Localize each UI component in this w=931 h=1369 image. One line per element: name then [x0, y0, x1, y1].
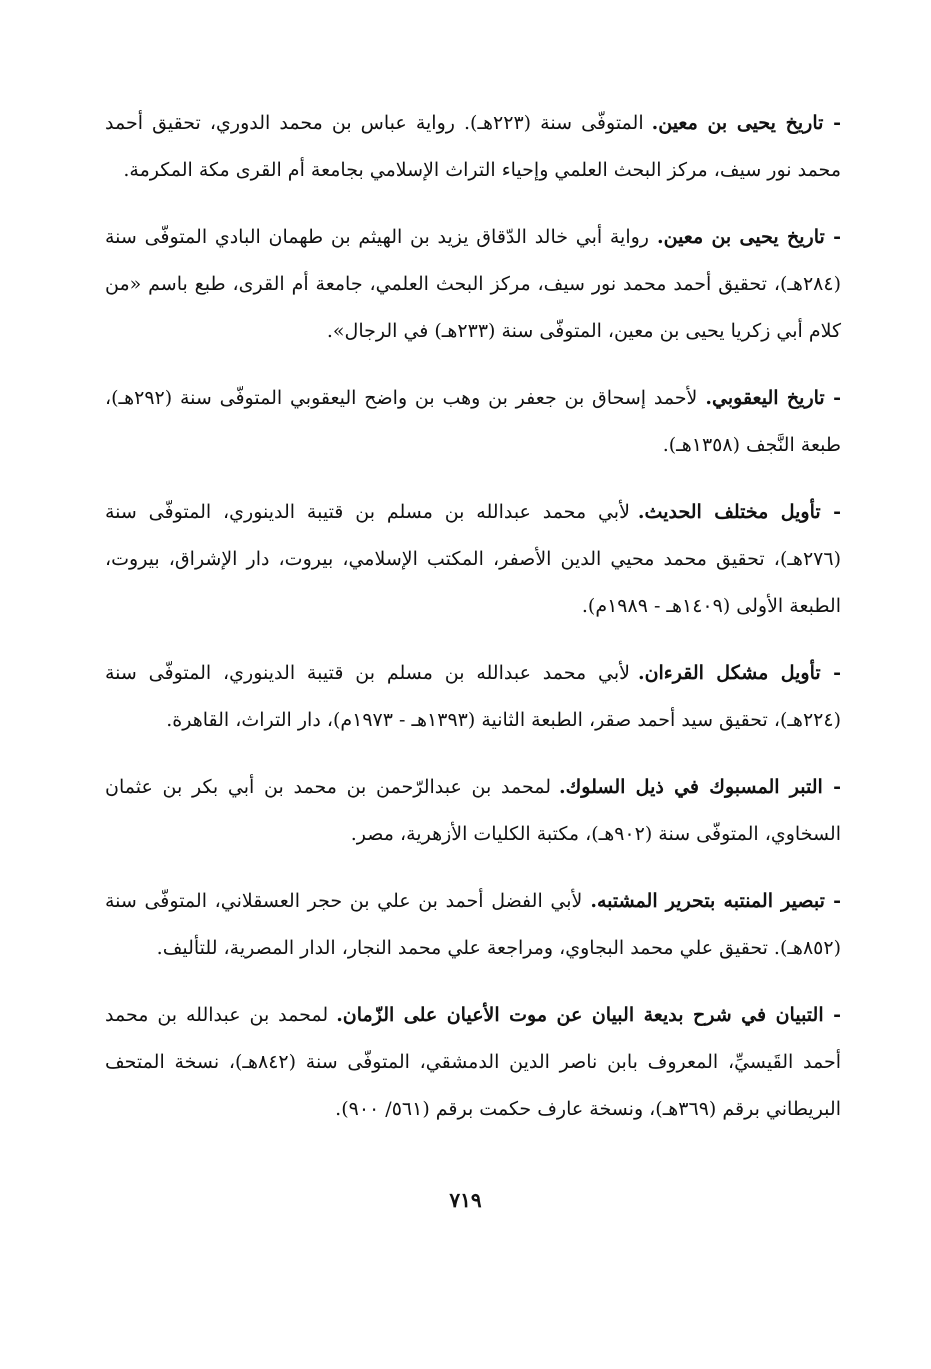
entry-title: التبر المسبوك في ذيل السلوك.: [559, 776, 823, 798]
entry-title: تاريخ يحيى بن معين.: [651, 112, 824, 134]
entry-body: لأحمد إسحاق بن جعفر بن وهب بن واضح اليعقوبي المتوفّى سنة (٢٩٢هـ)، طبعة النَّجف (١٣٥٨هـ).: [105, 387, 841, 456]
bibliography-list: [105, 100, 841, 1133]
entry-title: تاريخ يحيى بن معين.: [656, 226, 825, 248]
bibliography-entry: - تاريخ يحيى بن معين.رواية أبي خالد الدّقاق يزيد بن الهيثم بن طهمان البادي المتوفّى سنة (٢٨٤هـ)، تحقيق أحمد محمد نور سيف، مركز البحث العلمي، جامعة أم القرى، طبع باسم «من كلام أبي زكريا يحيى بن معين، المتوفّى سنة (٢٣٣هـ) في الرجال».: [105, 226, 841, 342]
bibliography-entry: - تبصير المنتبه بتحرير المشتبه.لأبي الفضل أحمد بن علي بن حجر العسقلاني، المتوفّى سنة (٨٥٢هـ). تحقيق علي محمد البجاوي، ومراجعة علي محمد النجار، الدار المصرية، للتأليف.: [105, 890, 841, 959]
entry-body: المتوفّى سنة (٢٢٣هـ). رواية عباس بن محمد الدوري، تحقيق أحمد محمد نور سيف، مركز البحث العلمي وإحياء التراث الإسلامي بجامعة أم القرى مكة المكرمة.: [105, 112, 841, 181]
bibliography-entry: - تاريخ يحيى بن معين.المتوفّى سنة (٢٢٣هـ). رواية عباس بن محمد الدوري، تحقيق أحمد محمد نور سيف، مركز البحث العلمي وإحياء التراث الإسلامي بجامعة أم القرى مكة المكرمة.: [105, 112, 841, 181]
entry-title: تأويل مختلف الحديث.: [637, 501, 821, 523]
bibliography-entry: - التبيان في شرح بديعة البيان عن موت الأعيان على الزّمان.لمحمد بن عبدالله بن محمد أحمد القَيسيِّ، المعروف بابن ناصر الدين الدمشقي، المتوفّى سنة (٨٤٢هـ)، نسخة المتحف البريطاني برقم (٣٦٩هـ)، ونسخة عارف حكمت برقم (٥٦١/ ٩٠٠).: [105, 1004, 841, 1120]
entry-title: تأويل مشكل القرءان.: [637, 662, 821, 684]
entry-title: التبيان في شرح بديعة البيان عن موت الأعيان على الزّمان.: [336, 1004, 824, 1026]
bibliography-entry: - التبر المسبوك في ذيل السلوك.لمحمد بن عبدالرّحمن بن محمد بن أبي بكر بن عثمان السخاوي، المتوفّى سنة (٩٠٢هـ)، مكتبة الكليات الأزهرية، مصر.: [105, 776, 841, 845]
entry-body: لمحمد بن عبدالرّحمن بن محمد بن أبي بكر بن عثمان السخاوي، المتوفّى سنة (٩٠٢هـ)، مكتبة الكليات الأزهرية، مصر.: [105, 776, 841, 845]
entry-body: رواية أبي خالد الدّقاق يزيد بن الهيثم بن طهمان البادي المتوفّى سنة (٢٨٤هـ)، تحقيق أحمد محمد نور سيف، مركز البحث العلمي، جامعة أم القرى، طبع باسم «من كلام أبي زكريا يحيى بن معين، المتوفّى سنة (٢٣٣هـ) في الرجال».: [105, 226, 841, 342]
entry-title: تبصير المنتبه بتحرير المشتبه.: [590, 890, 825, 912]
bibliography-entry: - تاريخ اليعقوبي.لأحمد إسحاق بن جعفر بن وهب بن واضح اليعقوبي المتوفّى سنة (٢٩٢هـ)، طبعة النَّجف (١٣٥٨هـ).: [105, 387, 841, 456]
entry-title: تاريخ اليعقوبي.: [705, 387, 825, 409]
entry-body: لمحمد بن عبدالله بن محمد أحمد القَيسيِّ، المعروف بابن ناصر الدين الدمشقي، المتوفّى سنة (٨٤٢هـ)، نسخة المتحف البريطاني برقم (٣٦٩هـ)، ونسخة عارف حكمت برقم (٥٦١/ ٩٠٠).: [105, 1004, 841, 1120]
page-number: ٧١٩: [449, 1188, 482, 1212]
entry-body: لأبي محمد عبدالله بن مسلم بن قتيبة الدينوري، المتوفّى سنة (٢٢٤هـ)، تحقيق سيد أحمد صقر، الطبعة الثانية (١٣٩٣هـ - ١٩٧٣م)، دار التراث، القاهرة.: [105, 662, 841, 731]
entry-body: لأبي الفضل أحمد بن علي بن حجر العسقلاني، المتوفّى سنة (٨٥٢هـ). تحقيق علي محمد البجاوي، ومراجعة علي محمد النجار، الدار المصرية، للتأليف.: [105, 890, 841, 959]
bibliography-entry: - تأويل مختلف الحديث.لأبي محمد عبدالله بن مسلم بن قتيبة الدينوري، المتوفّى سنة (٢٧٦هـ)، تحقيق محمد محيي الدين الأصفر، المكتب الإسلامي، بيروت، دار الإشراق، بيروت، الطبعة الأولى (١٤٠٩هـ - ١٩٨٩م).: [105, 501, 841, 617]
bibliography-entry: - تأويل مشكل القرءان.لأبي محمد عبدالله بن مسلم بن قتيبة الدينوري، المتوفّى سنة (٢٢٤هـ)، تحقيق سيد أحمد صقر، الطبعة الثانية (١٣٩٣هـ - ١٩٧٣م)، دار التراث، القاهرة.: [105, 662, 841, 731]
entry-body: لأبي محمد عبدالله بن مسلم بن قتيبة الدينوري، المتوفّى سنة (٢٧٦هـ)، تحقيق محمد محيي الدين الأصفر، المكتب الإسلامي، بيروت، دار الإشراق، بيروت، الطبعة الأولى (١٤٠٩هـ - ١٩٨٩م).: [105, 501, 841, 617]
